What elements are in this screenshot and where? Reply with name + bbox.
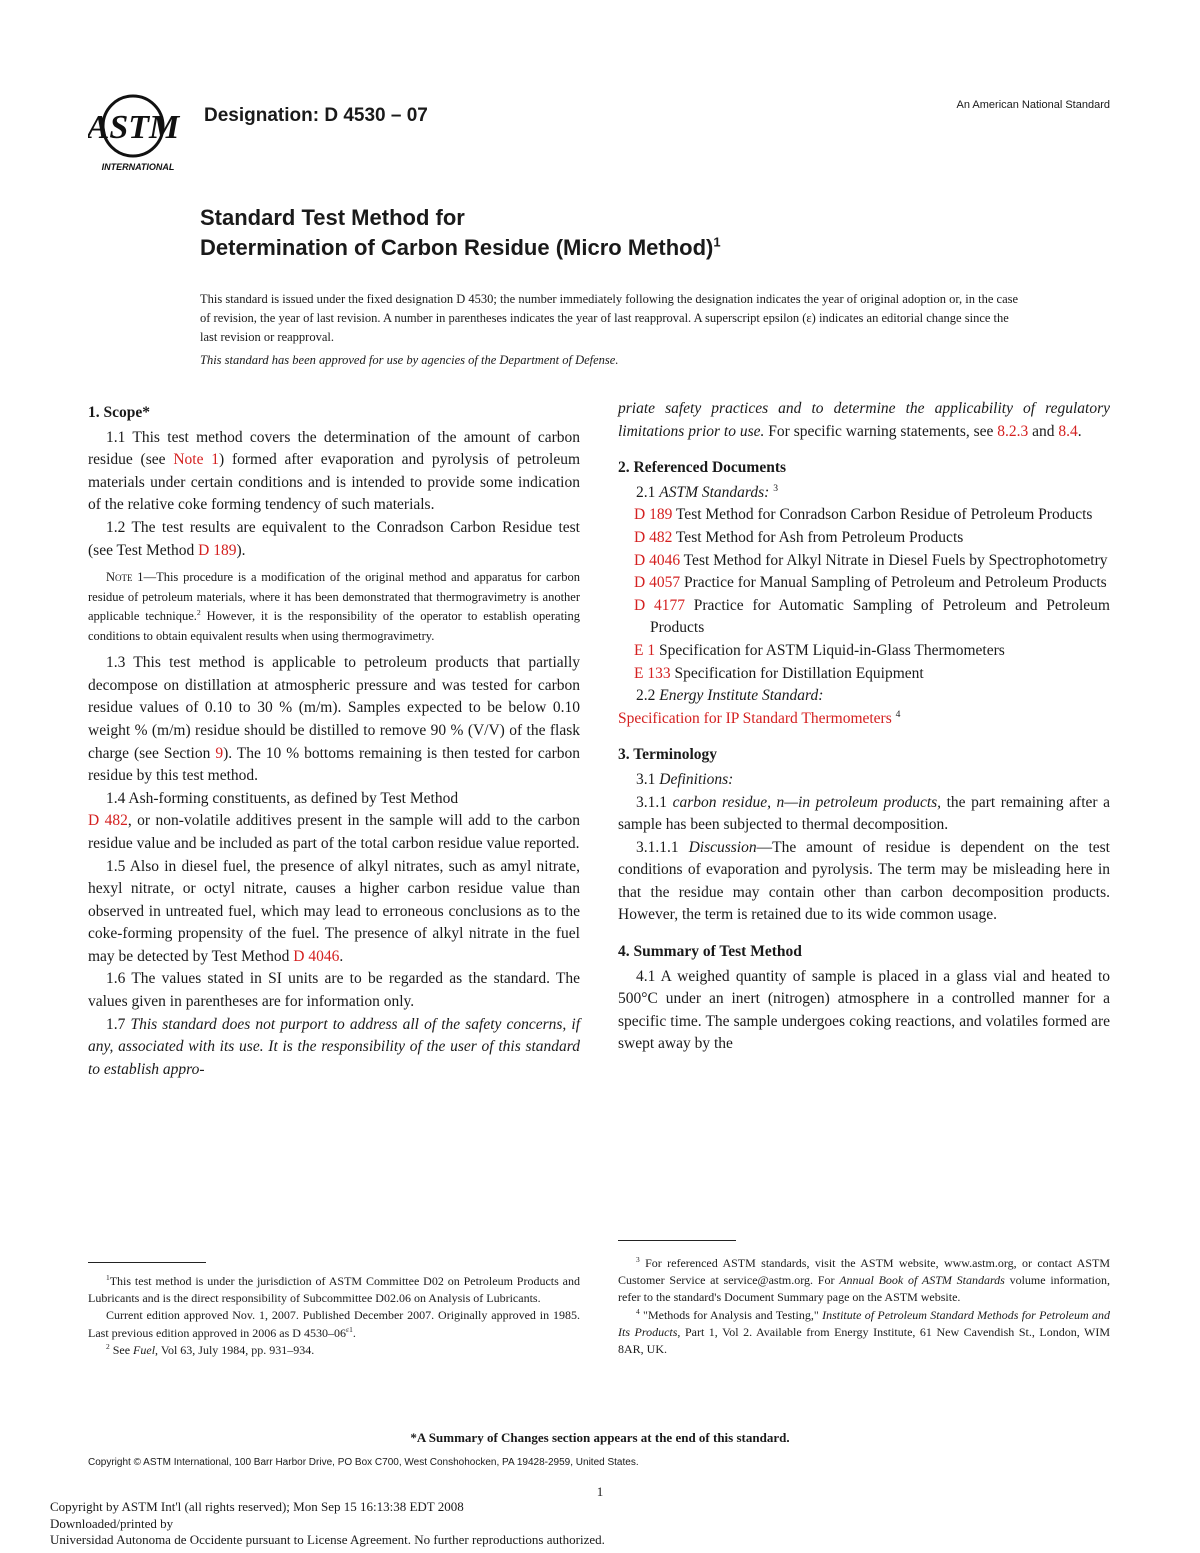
link-ip-thermometers[interactable]: Specification for IP Standard Thermometers bbox=[618, 709, 892, 727]
reference-list bbox=[618, 504, 1110, 685]
para-1-6: 1.6 The values stated in SI units are to be regarded as the standard. The values given in parentheses are for information only. bbox=[88, 970, 580, 1011]
reference-title: Practice for Manual Sampling of Petroleum and Petroleum Products bbox=[680, 574, 1107, 592]
reference-item bbox=[618, 550, 1110, 573]
para-1-3: 1.3 This test method is applicable to petroleum products that partially decompose on distillation at atmospheric pressure and was tested for carbon residue values of 0.10 to 30 % (m/m). Samples expected to be below 0.10 weight % (m/m) residue should be distilled to remove 90 % (V/V) of the flask charge (see Section 9). The 10 % bottoms remaining is then tested for carbon residue by this test method. bbox=[88, 654, 581, 785]
footnote-4: $^4$ "Methods for Analysis and Testing," Institute of Petroleum Standard Methods for Petroleum and Its Products, Part 1, Vol 2. Available from Energy Institute, 61 New Cavendish St., London, WIM 8AR, UK. bbox=[618, 1306, 1110, 1357]
link-d4046[interactable]: D 4046 bbox=[293, 947, 340, 965]
designation: Designation: D 4530 – 07 bbox=[204, 105, 428, 126]
reference-item bbox=[618, 663, 1110, 686]
para-1-5: 1.5 Also in diesel fuel, the presence of alkyl nitrates, such as amyl nitrate, hexyl nitrate, or octyl nitrate, causes a higher carbon residue value than observed in untreated fuel, which may lead to erroneous conclusions as to the coke-forming propensity of the fuel. The presence of alkyl nitrate in the fuel may be detected by Test Method D 4046. bbox=[88, 857, 580, 965]
issue-statement: This standard is issued under the fixed designation D 4530; the number immediately following the designation indicates the year of original adoption or, in the case of revision, the year of last revision. A number in parentheses indicates the year of last reapproval. A superscript epsilon (ε) indicates an editorial change since the last revision or reapproval. bbox=[200, 292, 1019, 344]
svg-text:INTERNATIONAL: INTERNATIONAL bbox=[101, 162, 175, 172]
reference-code-link[interactable]: D 189 bbox=[634, 506, 673, 524]
section-referenced-heading: 2. Referenced Documents bbox=[618, 459, 787, 477]
national-standard-label: An American National Standard bbox=[956, 99, 1110, 111]
link-8-4[interactable]: 8.4 bbox=[1058, 422, 1078, 440]
link-d482[interactable]: D 482 bbox=[88, 812, 128, 830]
reference-item bbox=[618, 640, 1110, 663]
download-notice bbox=[50, 1499, 605, 1549]
reference-title: Specification for ASTM Liquid-in-Glass Thermometers bbox=[655, 641, 1005, 659]
reference-code-link[interactable]: E 1 bbox=[634, 641, 656, 659]
para-1-7: 1.7 This standard does not purport to address all of the safety concerns, if any, associated with its use. It is the responsibility of the user of this standard to establish appro- bbox=[88, 1015, 581, 1078]
para-1-7-continued: priate safety practices and to determine the applicability of regulatory limitations prior to use. For specific warning statements, see 8.2.3 and 8.4. bbox=[618, 400, 1110, 440]
para-3-1-1: 3.1.1 carbon residue, n—in petroleum products, the part remaining after a sample has been subjected to thermal decomposition. bbox=[618, 793, 1110, 834]
reference-title: Practice for Automatic Sampling of Petroleum and Petroleum Products bbox=[650, 596, 1110, 637]
reference-title: Test Method for Ash from Petroleum Products bbox=[672, 528, 964, 546]
left-column bbox=[88, 398, 580, 1081]
download-line-1: Copyright by ASTM Int'l (all rights reserved); Mon Sep 15 16:13:38 EDT 2008 bbox=[50, 1499, 464, 1514]
right-column bbox=[618, 398, 1110, 1056]
reference-title: Specification for Distillation Equipment bbox=[670, 664, 924, 682]
copyright-line: Copyright © ASTM International, 100 Barr Harbor Drive, PO Box C700, West Conshohocken, PA 19428-2959, United States. bbox=[88, 1457, 639, 1468]
reference-code-link[interactable]: D 4057 bbox=[634, 574, 681, 592]
link-8-2-3[interactable]: 8.2.3 bbox=[997, 422, 1029, 440]
reference-title: Test Method for Alkyl Nitrate in Diesel Fuels by Spectrophotometry bbox=[680, 551, 1108, 569]
reference-code-link[interactable]: E 133 bbox=[634, 664, 671, 682]
link-section-9[interactable]: 9 bbox=[215, 744, 224, 762]
footnote-rule-left bbox=[88, 1262, 206, 1263]
reference-item bbox=[618, 572, 1110, 595]
download-line-3: Universidad Autonoma de Occidente pursuant to License Agreement. No further reproductions authorized. bbox=[50, 1532, 605, 1547]
para-1-4: 1.4 Ash-forming constituents, as defined by Test Method D 482, or non-volatile additives present in the sample will add to the carbon residue value and be included as part of the total carbon residue value reported. bbox=[88, 789, 580, 852]
astm-logo bbox=[88, 92, 188, 174]
section-summary-heading: 4. Summary of Test Method bbox=[618, 943, 802, 961]
para-3-1: 3.1 Definitions: bbox=[636, 770, 734, 788]
footnote-2: $^2$ See Fuel, Vol 63, July 1984, pp. 931–934. bbox=[106, 1341, 315, 1357]
title-footnote-mark: 1 bbox=[713, 234, 721, 250]
title-line-2 bbox=[200, 235, 721, 261]
svg-text:ASTM: ASTM bbox=[88, 109, 180, 146]
title-line-1: Standard Test Method for bbox=[200, 205, 465, 230]
reference-code-link[interactable]: D 4046 bbox=[634, 551, 681, 569]
ei-reference: Specification for IP Standard Thermometers $^4$ bbox=[618, 708, 901, 727]
download-line-2: Downloaded/printed by bbox=[50, 1515, 174, 1531]
para-1-2: 1.2 The test results are equivalent to the Conradson Carbon Residue test (see Test Method D 189). bbox=[88, 518, 580, 559]
reference-item bbox=[618, 504, 1110, 527]
link-note-1[interactable]: Note 1 bbox=[173, 451, 219, 469]
astm-logo-icon bbox=[88, 92, 188, 174]
reference-code-link[interactable]: D 482 bbox=[634, 528, 673, 546]
para-2-1: 2.1 ASTM Standards: $^3$ bbox=[636, 482, 779, 501]
para-1-1: 1.1 This test method covers the determination of the amount of carbon residue (see Note 1) formed after evaporation and pyrolysis of petroleum materials under certain conditions and is intended to provide some indication of the relative coke forming tendency of such materials. bbox=[88, 428, 580, 514]
footnote-rule-right bbox=[618, 1240, 736, 1241]
reference-item bbox=[618, 527, 1110, 550]
footnotes-right bbox=[618, 1255, 1110, 1358]
section-terminology-heading: 3. Terminology bbox=[618, 746, 718, 764]
note-1: Note 1—This procedure is a modification of the original method and apparatus for carbon residue of petroleum materials, where it has been demonstrated that thermogravimetry is another applicable technique.$^2$ However, it is the responsibility of the operator to establish operating conditions to obtain equivalent results when using thermogravimetry. bbox=[88, 570, 581, 643]
summary-of-changes-note: *A Summary of Changes section appears at the end of this standard. bbox=[410, 1430, 790, 1445]
footnote-3: $^3$ For referenced ASTM standards, visit the ASTM website, www.astm.org, or contact ASTM Customer Service at service@astm.org. For Annual Book of ASTM Standards volume information, refer to the standard's Document Summary page on the ASTM website. bbox=[618, 1255, 1111, 1305]
para-4-1: 4.1 A weighed quantity of sample is placed in a glass vial and heated to 500°C under an inert (nitrogen) atmosphere in a controlled manner for a specific time. The sample undergoes coking reactions, and volatiles formed are swept away by the bbox=[618, 967, 1110, 1053]
link-d189[interactable]: D 189 bbox=[198, 541, 237, 559]
reference-code-link[interactable]: D 4177 bbox=[634, 596, 685, 614]
dod-statement: This standard has been approved for use by agencies of the Department of Defense. bbox=[200, 353, 619, 367]
section-scope-heading: 1. Scope* bbox=[88, 404, 150, 421]
title-main: Determination of Carbon Residue (Micro Method) bbox=[200, 235, 714, 260]
reference-item bbox=[618, 595, 1110, 640]
footnotes-left bbox=[88, 1273, 580, 1359]
reference-title: Test Method for Conradson Carbon Residue of Petroleum Products bbox=[672, 506, 1093, 524]
para-3-1-1-1: 3.1.1.1 Discussion—The amount of residue is dependent on the test conditions of evaporation and pyrolysis. The term may be misleading here in that the residue may contain other than carbon decomposition products. However, the term is retained due to its wide common usage. bbox=[618, 838, 1110, 924]
page-number: 1 bbox=[596, 1484, 604, 1499]
footnote-1: $^1$This test method is under the jurisdiction of ASTM Committee D02 on Petroleum Products and Lubricants and is the direct responsibility of Subcommittee D02.06 on Analysis of Lubricants. bbox=[88, 1273, 580, 1306]
footnote-1-edition: Current edition approved Nov. 1, 2007. Published December 2007. Originally approved in 1985. Last previous edition approved in 2006 as D $4530-06^{\varepsilon 1}$. bbox=[88, 1308, 580, 1340]
para-2-2: 2.2 Energy Institute Standard: bbox=[636, 687, 824, 705]
